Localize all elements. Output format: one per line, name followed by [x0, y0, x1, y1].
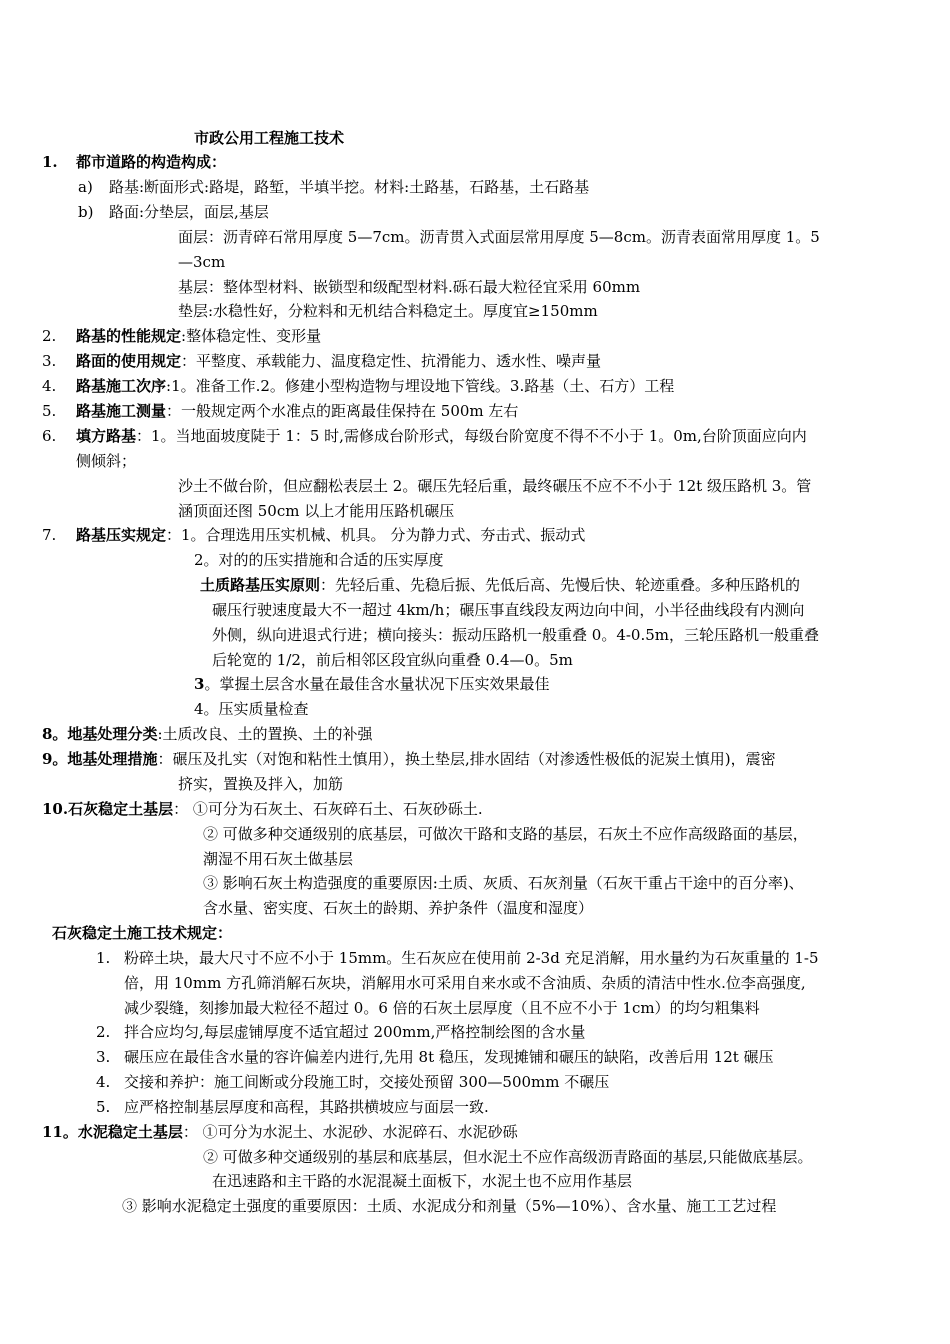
section-5-line — [76, 400, 518, 422]
section-3-text: ：平整度、承载能力、温度稳定性、抗滑能力、透水性、噪声量 — [181, 352, 602, 370]
section-6-line — [76, 425, 807, 447]
lime-tech-item-3-number: 3. — [96, 1048, 111, 1066]
lime-tech-item-4-number: 4. — [96, 1073, 111, 1091]
section-3-heading: 路面的使用规定 — [76, 352, 182, 370]
section-8-line — [42, 723, 373, 745]
section-1-number: 1. — [42, 153, 58, 171]
section-6-text-cont: 侧倾斜； — [76, 452, 137, 470]
surface-layer-text: 面层：沥青碎石常用厚度 5—7cm。沥青贯入式面层常用厚度 5—8cm。沥青表面常用厚度 1。5 — [178, 228, 820, 246]
cushion-layer-text: 垫层:水稳性好，分粒料和无机结合料稳定土。厚度宜≥150mm — [178, 302, 598, 320]
lime-tech-item-3-text: 碾压应在最佳含水量的容许偏差内进行,先用 8t 稳压，发现摊铺和碾压的缺陷，改善后用 12t 碾压 — [124, 1048, 774, 1066]
section-6-text-3: 沙土不做台阶，但应翻松表层土 2。碾压先轻后重，最终碾压不应不不小于 12t 级压路机 3。管 — [178, 477, 812, 495]
section-10-text-5: 含水量、密实度、石灰土的龄期、养护条件（温度和湿度） — [203, 899, 594, 917]
section-9-heading: 9。地基处理措施 — [42, 750, 158, 768]
section-7-number: 7. — [42, 526, 57, 544]
section-7-text-3 — [194, 673, 549, 695]
section-6-number: 6. — [42, 427, 57, 445]
section-2-heading: 路基的性能规定 — [76, 327, 182, 345]
section-7-text-3-number: 3 — [194, 675, 205, 693]
compaction-rule-heading: 土质路基压实原则 — [200, 576, 321, 594]
section-7-text-4: 4。压实质量检查 — [194, 700, 309, 718]
section-5-number: 5. — [42, 402, 57, 420]
section-10-text-2: ② 可做多种交通级别的底基层，可做次干路和支路的基层，石灰土不应作高级路面的基层， — [203, 825, 808, 843]
lime-tech-item-5-number: 5. — [96, 1098, 111, 1116]
section-5-text: ：一般规定两个水准点的距离最佳保持在 500m 左右 — [166, 402, 519, 420]
lime-tech-item-1-text: 粉碎土块，最大尺寸不应不小于 15mm。生石灰应在使用前 2-3d 充足消解，用水量约为石灰重量的 1-5 — [124, 949, 819, 967]
section-11-text: ： ①可分为水泥土、水泥砂、水泥碎石、水泥砂砾 — [182, 1123, 518, 1141]
section-10-line — [42, 798, 483, 820]
section-11-text-3: 在迅速路和主干路的水泥混凝土面板下，水泥土也不应用作基层 — [212, 1172, 633, 1190]
lime-tech-item-1-number: 1. — [96, 949, 111, 967]
section-7-heading: 路基压实规定 — [76, 526, 167, 544]
section-1a-text: 路基:断面形式:路堤，路堑，半填半挖。材料:土路基，石路基，土石路基 — [109, 178, 590, 196]
section-7-text-2: 2。对的的压实措施和合适的压实厚度 — [194, 551, 444, 569]
section-9-text: ：碾压及扎实（对饱和粘性土慎用），换土垫层,排水固结（对渗透性极低的泥炭土慎用)，震密 — [157, 750, 776, 768]
section-7-text-3-body: 。掌握土层含水量在最佳含水量状况下压实效果最佳 — [204, 675, 550, 693]
section-11-text-2: ② 可做多种交通级别的基层和底基层，但水泥土不应作高级沥青路面的基层,只能做底基层。 — [203, 1148, 813, 1166]
section-7-text: ：1。合理选用压实机械、机具。 分为静力式、夯击式、振动式 — [166, 526, 586, 544]
section-11-text-4: ③ 影响水泥稳定土强度的重要原因：土质、水泥成分和剂量（5%—10%）、含水量、施工工艺过程 — [122, 1197, 777, 1215]
section-4-text: :1。准备工作.2。修建小型构造物与埋设地下管线。3.路基（土、石方）工程 — [166, 377, 675, 395]
section-11-line — [42, 1121, 518, 1143]
lime-tech-item-2-text: 拌合应均匀,每层虚铺厚度不适宜超过 200mm,严格控制绘图的含水量 — [124, 1023, 586, 1041]
lime-tech-item-5-text: 应严格控制基层厚度和高程，其路拱横坡应与面层一致. — [124, 1098, 489, 1116]
section-1-heading: 都市道路的构造构成： — [76, 153, 227, 171]
section-1b-text: 路面:分垫层，面层,基层 — [109, 203, 269, 221]
section-4-heading: 路基施工次序 — [76, 377, 167, 395]
section-10-heading: 10.石灰稳定土基层 — [42, 800, 174, 818]
lime-tech-heading: 石灰稳定土施工技术规定： — [52, 924, 233, 942]
section-10-text: ： ①可分为石灰土、石灰碎石土、石灰砂砾土. — [173, 800, 483, 818]
section-1b-marker: b) — [78, 203, 94, 221]
compaction-rule-text-3: 外侧，纵向进退式行进；横向接头：振动压路机一般重叠 0。4-0.5m，三轮压路机一般重叠 — [212, 626, 820, 644]
section-3-line — [76, 350, 601, 372]
section-7-line — [76, 524, 585, 546]
section-2-line — [76, 325, 321, 347]
surface-layer-text-cont: —3cm — [178, 253, 226, 271]
section-6-heading: 填方路基 — [76, 427, 137, 445]
section-2-text: :整体稳定性、变形量 — [181, 327, 322, 345]
section-9-line — [42, 748, 776, 770]
compaction-rule-line — [200, 574, 800, 596]
section-1a-marker: a) — [78, 178, 93, 196]
section-5-heading: 路基施工测量 — [76, 402, 167, 420]
section-6-text: ：1。当地面坡度陡于 1：5 时,需修成台阶形式，每级台阶宽度不得不不小于 1。0m,台阶顶面应向内 — [136, 427, 807, 445]
section-3-number: 3. — [42, 352, 57, 370]
base-layer-text: 基层：整体型材料、嵌锁型和级配型材料.砾石最大粒径宜采用 60mm — [178, 278, 641, 296]
section-4-number: 4. — [42, 377, 57, 395]
section-9-text-cont: 挤实，置换及拌入，加筋 — [178, 775, 344, 793]
compaction-rule-text-2: 碾压行驶速度最大不一超过 4km/h；碾压事直线段友两边向中间，小半径曲线段有内测向 — [212, 601, 805, 619]
lime-tech-item-2-number: 2. — [96, 1023, 111, 1041]
document-title: 市政公用工程施工技术 — [194, 129, 345, 147]
section-11-heading: 11。水泥稳定土基层 — [42, 1123, 183, 1141]
section-6-text-4: 涵顶面还图 50cm 以上才能用压路机碾压 — [178, 502, 455, 520]
lime-tech-item-1-text-2: 倍，用 10mm 方孔筛消解石灰块，消解用水可采用自来水或不含油质、杂质的清洁中性水.位李高强度, — [124, 974, 806, 992]
section-4-line — [76, 375, 674, 397]
section-2-number: 2. — [42, 327, 57, 345]
section-8-text: :土质改良、土的置换、土的补强 — [157, 725, 373, 743]
section-10-text-4: ③ 影响石灰土构造强度的重要原因:土质、灰质、石灰剂量（石灰干重占干途中的百分率)、 — [203, 874, 804, 892]
lime-tech-item-1-text-3: 减少裂缝，刻掺加最大粒径不超过 0。6 倍的石灰土层厚度（且不应不小于 1cm）的均匀粗集料 — [124, 999, 760, 1017]
lime-tech-item-4-text: 交接和养护：施工间断或分段施工时，交接处预留 300—500mm 不碾压 — [124, 1073, 610, 1091]
compaction-rule-text-4: 后轮宽的 1/2，前后相邻区段宜纵向重叠 0.4—0。5m — [212, 651, 573, 669]
compaction-rule-text: ：先轻后重、先稳后振、先低后高、先慢后快、轮迹重叠。多种压路机的 — [320, 576, 801, 594]
section-8-heading: 8。地基处理分类 — [42, 725, 158, 743]
section-10-text-3: 潮湿不用石灰土做基层 — [203, 850, 354, 868]
